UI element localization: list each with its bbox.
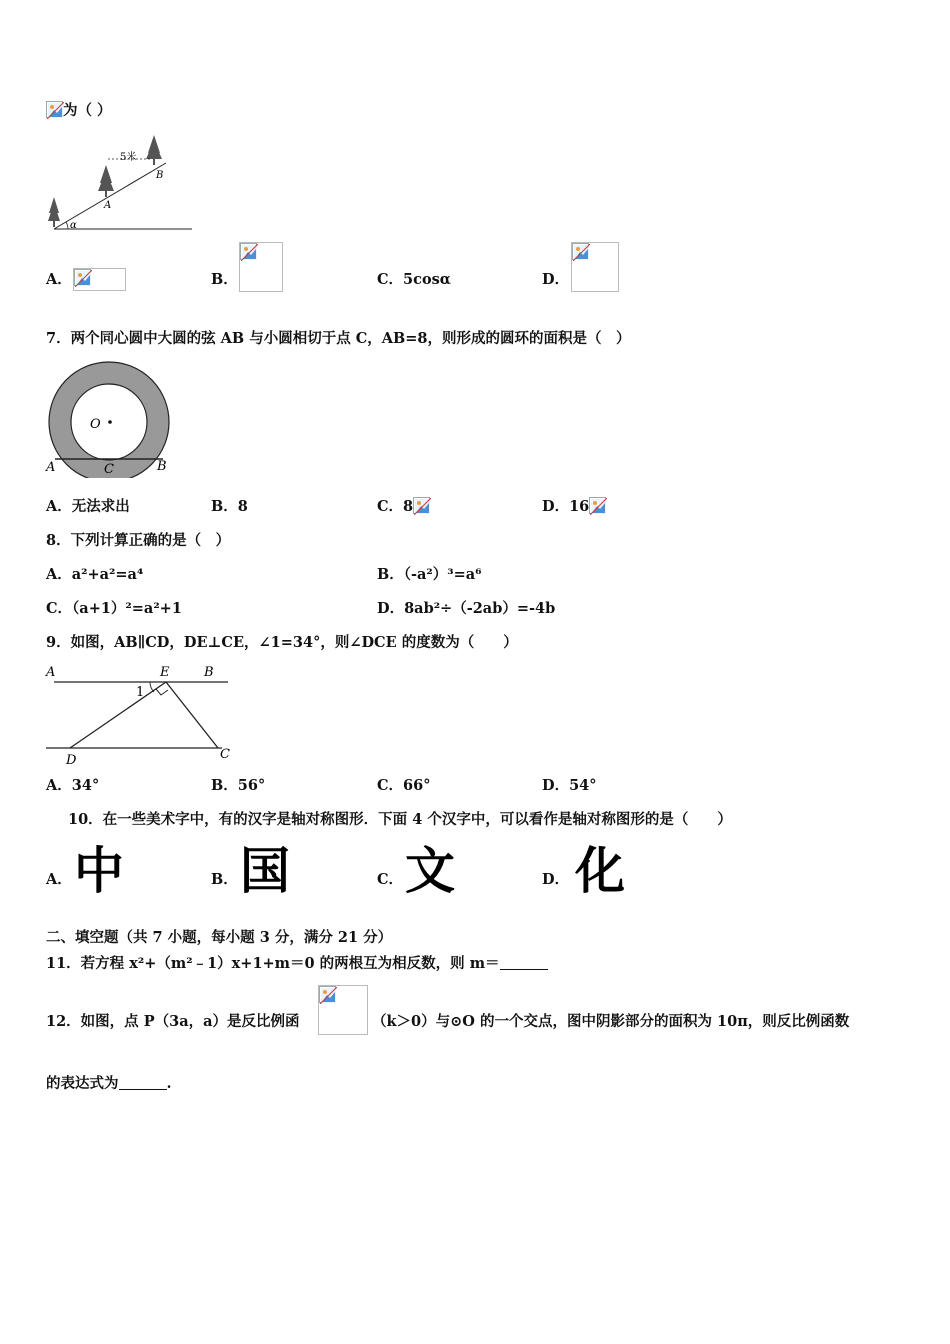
q6-stem-text: 为（ ） (63, 102, 112, 119)
q10-option-b (211, 870, 238, 890)
option-key: C． (377, 777, 404, 794)
slope-figure (44, 133, 194, 233)
option-key: A． (46, 271, 72, 288)
q12-stem-line1-rest: （k＞0）与⊙O 的一个交点，图中阴影部分的面积为 10π，则反比例函数 (372, 1013, 850, 1030)
q12-line2-end: . (166, 1075, 172, 1092)
q10-option-d (542, 870, 569, 890)
option-text: （-a²）³=a⁶ (403, 566, 482, 583)
tree-icon (146, 135, 162, 165)
q9-option-d (542, 776, 597, 796)
q7-option-a (46, 497, 130, 517)
option-key: D． (542, 777, 570, 794)
option-text: 66° (403, 777, 431, 794)
q9-option-c (377, 776, 430, 796)
option-key: A． (46, 566, 72, 583)
option-key: B． (377, 566, 404, 583)
q7-option-b (211, 497, 248, 517)
formula-image-placeholder (73, 268, 126, 291)
option-key: A． (46, 777, 72, 794)
parallel-lines-figure (42, 662, 234, 766)
option-key: C． (377, 871, 404, 888)
point-d-label: D (66, 753, 77, 766)
angle-1-label: 1 (136, 685, 145, 700)
q6-option-c (377, 270, 451, 290)
q8-stem: 8．下列计算正确的是（ ） (46, 532, 231, 549)
q12-stem-line2 (46, 1074, 172, 1094)
option-text: 8ab²÷（-2ab）=-4b (404, 600, 556, 617)
q6-option-a (46, 270, 72, 290)
point-a-label: A (46, 665, 56, 680)
q8-option-c (46, 599, 182, 619)
tree-icon (98, 165, 114, 197)
option-text: 无法求出 (71, 498, 130, 515)
q8-option-b (377, 565, 482, 585)
point-a-label: A (46, 460, 56, 475)
answer-blank[interactable] (119, 1075, 167, 1090)
section-title: 二、填空题（共 7 小题，每小题 3 分，满分 21 分） (46, 929, 393, 946)
q7-option-d (542, 497, 606, 517)
q7-option-c (377, 497, 430, 517)
q8-option-d (377, 599, 555, 619)
option-text: 56° (237, 777, 266, 794)
q6-option-d (542, 270, 569, 290)
option-key: D． (542, 498, 570, 515)
broken-image-icon (572, 243, 589, 260)
option-key: B． (211, 271, 238, 288)
char-guo: 国 (240, 842, 290, 900)
q10-stem: 10．在一些美术字中，有的汉字是轴对称图形．下面 4 个汉字中，可以看作是轴对称图形的是（ ） (68, 811, 732, 828)
q9-option-a (46, 776, 99, 796)
option-key: D． (377, 600, 405, 617)
option-key: D． (542, 271, 570, 288)
q12-text-before: 12．如图，点 P（3a，a）是反比例函 (46, 1013, 300, 1030)
q9-stem: 9．如图，AB∥CD，DE⊥CE，∠1=34°，则∠DCE 的度数为（ ） (46, 634, 518, 651)
option-text: （a+1）²=a²+1 (72, 600, 182, 617)
q12-line2-text: 的表达式为 (46, 1075, 119, 1092)
char-wen: 文 (405, 842, 455, 900)
broken-image-icon (46, 101, 63, 118)
option-key: A． (46, 498, 72, 515)
q11-stem (46, 954, 548, 974)
option-text: a²+a²=a⁴ (71, 566, 144, 583)
option-key: C． (377, 271, 404, 288)
option-text: 8 (237, 498, 248, 515)
annulus-figure (44, 360, 174, 478)
broken-image-icon (74, 269, 91, 286)
point-b-label: B (157, 459, 167, 474)
point-a-label: A (104, 200, 112, 211)
broken-image-icon (240, 243, 257, 260)
point-b-label: B (156, 170, 164, 181)
option-text: 54° (569, 777, 597, 794)
q6-option-b (211, 270, 238, 290)
q7-stem: 7．两个同心圆中大圆的弦 AB 与小圆相切于点 C，AB=8，则形成的圆环的面积是（ ） (46, 330, 631, 347)
option-key: C． (46, 600, 73, 617)
point-b-label: B (204, 665, 214, 680)
q6-stem (46, 101, 112, 121)
broken-image-icon (319, 986, 336, 1003)
point-e-label: E (160, 665, 170, 680)
point-c-label: C (220, 747, 230, 762)
formula-image-placeholder (571, 242, 619, 292)
char-zhong: 中 (74, 842, 124, 900)
option-key: C． (377, 498, 404, 515)
option-text: 8 (403, 498, 414, 515)
char-hua: 化 (575, 842, 625, 900)
point-c-label: C (104, 462, 114, 477)
option-key: B． (211, 498, 238, 515)
q12-stem-line1 (46, 1012, 300, 1032)
option-key: B． (211, 777, 238, 794)
center-o-label: O (90, 417, 101, 432)
q9-option-b (211, 776, 265, 796)
option-text: 16 (569, 498, 590, 515)
formula-image-placeholder (318, 985, 368, 1035)
distance-label: 5米 (120, 152, 137, 163)
option-key: A． (46, 871, 72, 888)
option-key: B． (211, 871, 238, 888)
option-key: D． (542, 871, 570, 888)
broken-image-icon (589, 497, 606, 514)
angle-alpha-label: α (70, 220, 77, 231)
q11-text: 11．若方程 x²+（m²﹣1）x+1+m＝0 的两根互为相反数，则 m＝ (46, 955, 500, 972)
option-text: 34° (71, 777, 100, 794)
broken-image-icon (413, 497, 430, 514)
formula-image-placeholder (239, 242, 283, 292)
q8-option-a (46, 565, 143, 585)
q10-option-a (46, 870, 72, 890)
answer-blank[interactable] (500, 955, 548, 970)
tree-icon (48, 197, 60, 227)
option-text: 5cosα (403, 271, 451, 288)
q10-option-c (377, 870, 403, 890)
